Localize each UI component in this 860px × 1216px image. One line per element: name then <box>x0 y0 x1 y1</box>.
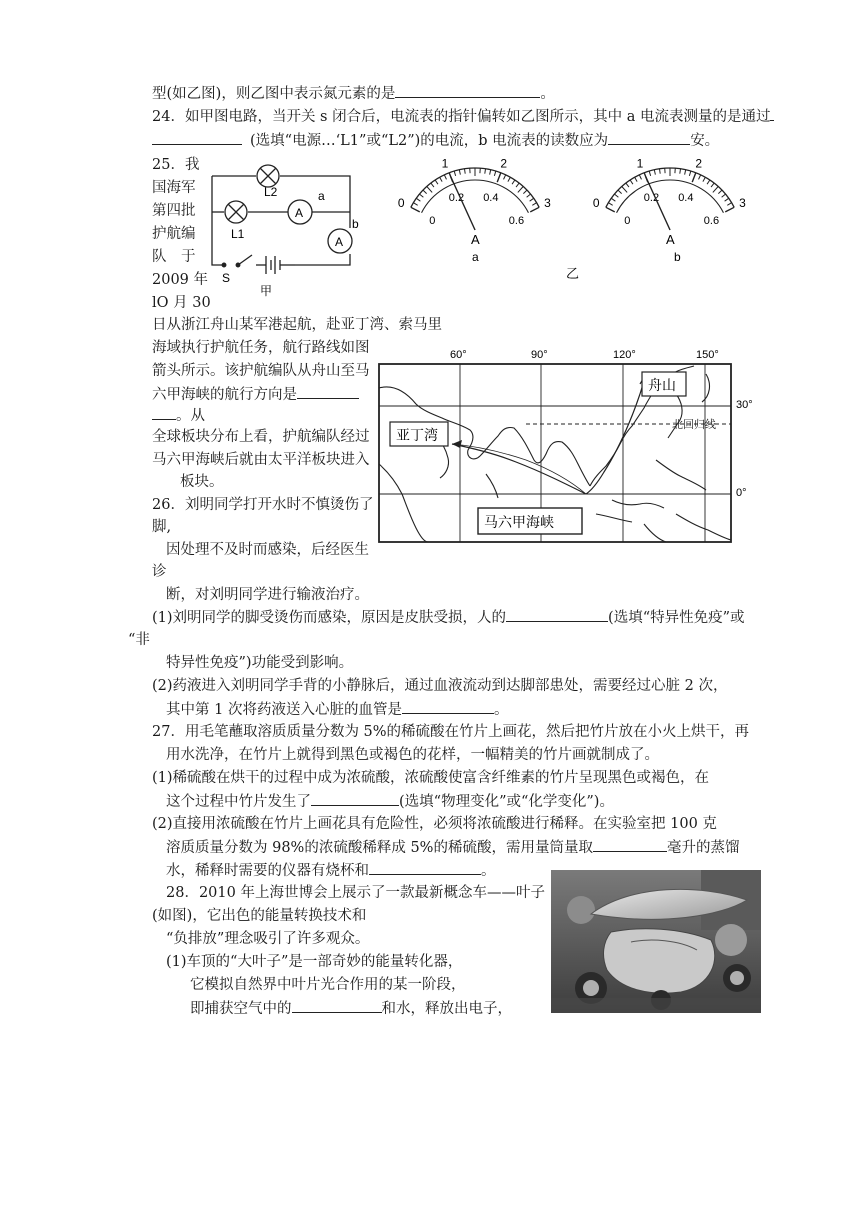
dial-tick <box>725 198 729 201</box>
answer-blank[interactable] <box>152 130 242 145</box>
text-line: 护航编 <box>152 226 196 242</box>
dial-tick <box>423 190 427 193</box>
answer-blank[interactable] <box>395 83 540 98</box>
text-line: 26．刘明同学打开水时不慎烫伤了 <box>152 497 374 513</box>
malacca-label: 马六甲海峡 <box>484 514 554 530</box>
question-24-line2: (选填“电源…‘L1”或“L2”)的电流，b 电流表的读数应为 安。 <box>152 130 719 151</box>
meter-b <box>593 156 746 247</box>
dial-bottom-tick-label: 0 <box>429 215 436 228</box>
dial-bottom-tick-label: 0.4 <box>483 192 499 205</box>
lon-label: 60° <box>450 349 467 361</box>
dial-tick <box>727 203 731 206</box>
lat-label: 30° <box>736 399 753 411</box>
text-line: 它模拟自然界中叶片光合作用的某一阶段， <box>190 977 466 993</box>
dial-tick <box>420 194 424 197</box>
dial-top-tick-label: 2 <box>695 156 703 171</box>
dial-tick <box>516 183 519 187</box>
dial-tick <box>635 177 637 181</box>
text-line: 2009 年 <box>152 272 209 288</box>
label-s: S <box>222 271 231 285</box>
text-line: 水，稀释时需要的仪器有烧杯和 。 <box>166 860 496 881</box>
text-line: (1)稀硫酸在烘干的过程中成为浓硫酸，浓硫酸使富含纤维素的竹片呈现黑色或褐色，在 <box>152 770 710 786</box>
text-line: 这个过程中竹片发生了 (选填“物理变化”或“化学变化”)。 <box>166 791 614 812</box>
answer-blank[interactable] <box>593 837 667 852</box>
dial-tick <box>485 169 486 174</box>
dial-arc-inner <box>617 180 724 213</box>
dial-tick <box>523 190 527 193</box>
dial-bottom-tick-label: 0.2 <box>448 192 465 205</box>
ammeter-symbol: A <box>335 235 344 249</box>
dial-tick <box>416 198 420 201</box>
answer-blank[interactable] <box>369 860 481 875</box>
dial-tick <box>413 203 417 206</box>
dial-tick <box>411 207 420 212</box>
dial-bottom-tick-label: 0.6 <box>703 215 720 228</box>
dial-top-tick-label: 1 <box>441 156 449 171</box>
dial-tick <box>497 173 501 182</box>
lon-label: 90° <box>531 349 548 361</box>
dial-tick <box>626 183 629 187</box>
text-line: 脚, <box>152 519 172 535</box>
dial-bottom-tick-label: 0.6 <box>508 215 525 228</box>
dial-tick <box>689 171 690 176</box>
text-line: 第四批 <box>152 203 196 219</box>
circuit-diagram <box>200 150 360 298</box>
text-line: 因处理不及时而感染，后经医生 <box>166 542 369 558</box>
meter-a-label: a <box>472 250 479 264</box>
dial-tick <box>527 194 531 197</box>
text-line: 型(如乙图)，则乙图中表示氮元素的是 。 <box>152 83 555 104</box>
dial-tick <box>608 203 612 206</box>
dial-tick <box>530 198 534 201</box>
dial-top-tick-label: 3 <box>544 195 551 210</box>
text-line: 其中第 1 次将药液送入心脏的血管是 。 <box>166 699 508 720</box>
dial-bottom-tick-label: 0.2 <box>643 192 660 205</box>
dial-tick <box>615 194 619 197</box>
battery-icon <box>266 256 280 274</box>
dial-tick <box>490 170 491 175</box>
dial-tick <box>459 170 460 175</box>
text-line: 25．我 <box>152 157 200 173</box>
dial-tick <box>630 180 633 184</box>
text-line: “负排放”理念吸引了许多观众。 <box>166 931 370 947</box>
dial-tick <box>718 190 722 193</box>
text-line: 特异性免疫”)功能受到影响。 <box>166 655 354 671</box>
answer-blank[interactable] <box>292 998 382 1013</box>
dial-top-tick-label: 1 <box>636 156 644 171</box>
text-line: 箭头所示。该护航编队从舟山至马 <box>152 363 370 379</box>
dial-tick <box>654 170 655 175</box>
dial-tick <box>512 180 515 184</box>
text-line: 海域执行护航任务，航行路线如图 <box>152 340 370 356</box>
text-line: lO 月 30 <box>152 295 211 311</box>
label-b: b <box>352 217 359 231</box>
dial-tick <box>464 169 465 174</box>
route-arrow-icon <box>452 440 462 448</box>
text-line: 28．2010 年上海世博会上展示了一款最新概念车——叶子 <box>166 885 545 901</box>
label-l2: L2 <box>264 185 278 199</box>
answer-blank[interactable] <box>402 699 494 714</box>
text-line: 全球板块分布上看，护航编队经过 <box>152 429 370 445</box>
text-line: (2)直接用浓硫酸在竹片上画花具有危险性，必须将浓硫酸进行稀释。在实验室把 100 克 <box>152 816 717 832</box>
dial-tick <box>427 186 432 192</box>
text-line: 溶质质量分数为 98%的浓硫酸稀释成 5%的稀硫酸，需用量筒量取 毫升的蒸馏 <box>166 837 739 858</box>
dial-bottom-tick-label: 0.4 <box>678 192 694 205</box>
question-24-line1: 24．如甲图电路，当开关 s 闭合后，电流表的指针偏转如乙图所示，其中 a 电流表测量的是通过 <box>152 106 774 127</box>
text-line: 马六甲海峡后就由太平洋板块进入 <box>152 452 370 468</box>
answer-blank[interactable] <box>297 384 359 399</box>
answer-blank[interactable] <box>506 607 608 622</box>
dial-bottom-tick-label: 0 <box>624 215 631 228</box>
lat-label: 0° <box>736 487 747 499</box>
text-line: 国海军 <box>152 180 196 196</box>
yading-label: 亚丁湾 <box>396 427 438 443</box>
dial-tick <box>725 207 734 212</box>
ammeter-symbol: A <box>295 206 304 220</box>
text-line: 诊 <box>152 564 167 580</box>
dial-tick <box>431 183 434 187</box>
label-yi: 乙 <box>566 266 580 281</box>
answer-blank[interactable] <box>608 130 690 145</box>
dial-tick <box>649 171 650 176</box>
dial-tick <box>435 180 438 184</box>
label-l1: L1 <box>231 227 245 241</box>
dial-tick <box>622 186 627 192</box>
answer-blank[interactable] <box>311 791 399 806</box>
text-line: (1)刘明同学的脚受烫伤而感染，原因是皮肤受损，人的 (选填“特异性免疫”或 <box>152 607 745 628</box>
dial-tick <box>659 169 660 174</box>
dial-tick <box>606 207 615 212</box>
dial-top-tick-label: 0 <box>397 195 405 210</box>
label-a: a <box>318 189 325 203</box>
dial-tick <box>611 198 615 201</box>
dial-needle-label: A <box>666 232 675 247</box>
text-line: 日从浙江舟山某军港起航，赴亚丁湾、索马里 <box>152 317 442 333</box>
dial-tick <box>530 207 539 212</box>
text-line: (如图)，它出色的能量转换技术和 <box>152 908 367 924</box>
route-line <box>586 374 646 494</box>
sea-route-map <box>376 344 762 548</box>
text-line: 六甲海峡的航行方向是 <box>152 384 359 405</box>
dial-tick <box>494 171 495 176</box>
dial-needle-label: A <box>471 232 480 247</box>
lon-label: 150° <box>696 349 719 361</box>
text-line: 。从 <box>152 405 205 426</box>
ammeter-dials <box>380 150 760 290</box>
zhoushan-label: 舟山 <box>648 377 676 393</box>
text-line: “非 <box>128 632 150 648</box>
dial-tick <box>722 194 726 197</box>
dial-tick <box>504 175 506 180</box>
dial-tick <box>692 173 696 182</box>
dial-tick <box>707 180 710 184</box>
text-line: 板块。 <box>152 472 224 492</box>
text-line: 队 于 <box>152 249 196 265</box>
dial-arc-inner <box>422 180 529 213</box>
text-line: 断，对刘明同学进行输液治疗。 <box>166 587 369 603</box>
lon-label: 120° <box>613 349 636 361</box>
dial-tick <box>699 175 701 180</box>
dial-tick <box>618 190 622 193</box>
dial-tick <box>685 170 686 175</box>
text-line: (2)药液进入刘明同学手背的小静脉后，通过血液流动到达脚部患处，需要经过心脏 2 次， <box>152 678 728 694</box>
dial-top-tick-label: 3 <box>739 195 746 210</box>
dial-tick <box>518 186 523 192</box>
answer-blank[interactable] <box>770 106 774 121</box>
tropic-label: 北回归线 <box>672 419 716 431</box>
text-line: 用水洗净，在竹片上就得到黑色或褐色的花样，一幅精美的竹片画就制成了。 <box>166 747 659 763</box>
dial-tick <box>680 169 681 174</box>
route-line <box>452 444 586 494</box>
dial-top-tick-label: 0 <box>592 195 600 210</box>
dial-tick <box>508 177 510 181</box>
dial-top-tick-label: 2 <box>500 156 508 171</box>
dial-tick <box>532 203 536 206</box>
meter-a <box>398 156 551 247</box>
route-line <box>452 444 586 494</box>
dial-tick <box>639 175 641 180</box>
label-jia: 甲 <box>260 284 273 298</box>
dial-tick <box>444 175 446 180</box>
dial-tick <box>711 183 714 187</box>
text-line: 即捕获空气中的 和水，释放出电子， <box>190 998 512 1019</box>
dial-tick <box>703 177 705 181</box>
text-line: 27．用毛笔蘸取溶质质量分数为 5%的稀硫酸在竹片上画花，然后把竹片放在小火上烘干，再 <box>152 724 750 740</box>
text-line: (1)车顶的“大叶子”是一部奇妙的能量转化器， <box>166 954 463 970</box>
dial-tick <box>713 186 718 192</box>
dial-tick <box>454 171 455 176</box>
meter-b-label: b <box>674 250 681 264</box>
leaf-car-photo <box>551 870 761 1013</box>
dial-tick <box>440 177 442 181</box>
answer-blank[interactable] <box>152 472 180 486</box>
answer-blank[interactable] <box>152 405 176 420</box>
